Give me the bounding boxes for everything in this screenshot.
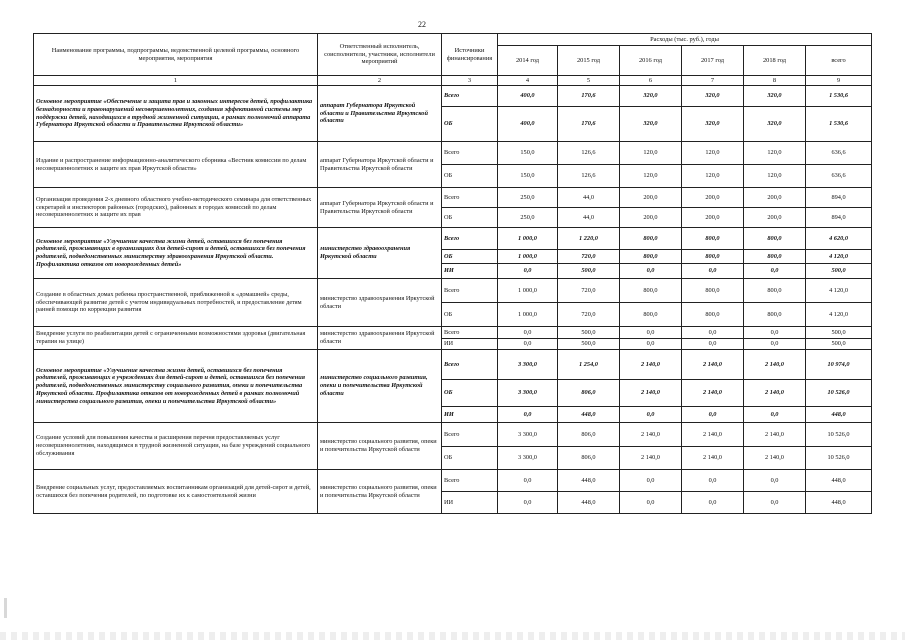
funding-source: Всего	[442, 188, 498, 208]
year-value: 1 000,0	[498, 303, 558, 327]
year-value: 2 140,0	[620, 380, 682, 407]
year-value: 2 140,0	[620, 423, 682, 447]
year-value: 0,0	[620, 339, 682, 350]
year-value: 0,0	[498, 327, 558, 339]
year-value: 806,0	[558, 380, 620, 407]
year-value: 170,6	[558, 107, 620, 142]
measure-name: Внедрение социальных услуг, предоставляемых воспитанникам организаций для детей-сирот и детей, оставшихся без попечения родителей, по подготовке их к самостоятельной жизни	[34, 470, 318, 514]
year-value: 200,0	[620, 188, 682, 208]
year-value: 150,0	[498, 142, 558, 165]
year-value: 0,0	[498, 339, 558, 350]
column-number: 3	[442, 76, 498, 86]
funding-source: ИИ	[442, 407, 498, 423]
column-number: 6	[620, 76, 682, 86]
column-number: 1	[34, 76, 318, 86]
column-number: 9	[806, 76, 872, 86]
funding-source: ОБ	[442, 208, 498, 228]
year-value: 0,0	[620, 327, 682, 339]
year-value: 3 300,0	[498, 447, 558, 470]
year-value: 320,0	[682, 107, 744, 142]
year-value: 120,0	[620, 165, 682, 188]
column-number: 8	[744, 76, 806, 86]
header-name: Наименование программы, подпрограммы, ведомственной целевой программы, основного мероприятия, мероприятия	[34, 34, 318, 76]
year-value: 0,0	[744, 470, 806, 492]
year-value: 126,6	[558, 142, 620, 165]
year-value: 500,0	[558, 339, 620, 350]
year-value: 44,0	[558, 208, 620, 228]
executor: министерство здравоохранения Иркутской области	[318, 228, 442, 279]
column-numbers-row	[34, 76, 872, 86]
total-value: 500,0	[806, 327, 872, 339]
funding-source: Всего	[442, 423, 498, 447]
funding-source: ОБ	[442, 165, 498, 188]
year-value: 2 140,0	[620, 350, 682, 380]
total-value: 636,6	[806, 165, 872, 188]
year-value: 120,0	[744, 165, 806, 188]
funding-source: ИИ	[442, 339, 498, 350]
year-value: 250,0	[498, 188, 558, 208]
year-value: 120,0	[682, 165, 744, 188]
executor: аппарат Губернатора Иркутской области и Правительства Иркутской области	[318, 142, 442, 188]
measure-name: Организация проведения 2-х дневного областного учебно-методического семинара для ответственных секретарей и инспекторов районных (городских), районных в городах комиссий по делам несовершеннолетних и защите их прав	[34, 188, 318, 228]
year-value: 448,0	[558, 407, 620, 423]
year-value: 200,0	[682, 188, 744, 208]
total-value: 500,0	[806, 264, 872, 279]
funding-source: ИИ	[442, 492, 498, 514]
total-value: 1 530,6	[806, 107, 872, 142]
column-number: 7	[682, 76, 744, 86]
measure-name: Основное мероприятие «Улучшение качества жизни детей, оставшихся без попечения родителей, проживающих в учреждениях для детей-сирот и детей, оставшихся без попечения родителей, подведомственных министерству социального развития, опеки и попечительства Иркутской области. Профилактика отказов от новорожденных детей в рамках полномочий министерства социального развития, опеки и попечительства Иркутской области»	[34, 350, 318, 423]
scan-artifact	[4, 598, 7, 618]
header-year: 2016 год	[620, 46, 682, 76]
measure-name: Основное мероприятие «Улучшение качества жизни детей, оставшихся без попечения родителей, проживающих в организациях для детей-сирот и детей, оставшихся без попечения родителей, подведомственных министерству здравоохранения Иркутской области. Профилактика отказов от новорожденных детей»	[34, 228, 318, 279]
year-value: 120,0	[744, 142, 806, 165]
year-value: 0,0	[682, 339, 744, 350]
year-value: 200,0	[620, 208, 682, 228]
budget-table	[33, 33, 872, 514]
year-value: 2 140,0	[682, 423, 744, 447]
executor: министерство социального развития, опеки и попечительства Иркутской области	[318, 350, 442, 423]
total-value: 4 620,0	[806, 228, 872, 250]
year-value: 2 140,0	[682, 380, 744, 407]
year-value: 0,0	[498, 264, 558, 279]
year-value: 250,0	[498, 208, 558, 228]
year-value: 320,0	[620, 86, 682, 107]
column-number: 5	[558, 76, 620, 86]
year-value: 1 000,0	[498, 228, 558, 250]
year-value: 150,0	[498, 165, 558, 188]
funding-source: Всего	[442, 470, 498, 492]
year-value: 800,0	[620, 279, 682, 303]
table-row	[34, 142, 872, 165]
table-row	[34, 423, 872, 447]
year-value: 720,0	[558, 250, 620, 264]
year-value: 2 140,0	[682, 447, 744, 470]
year-value: 2 140,0	[620, 447, 682, 470]
table-row	[34, 228, 872, 250]
year-value: 0,0	[744, 339, 806, 350]
header-total: всего	[806, 46, 872, 76]
year-value: 400,0	[498, 107, 558, 142]
year-value: 448,0	[558, 492, 620, 514]
measure-name: Основное мероприятие «Обеспечение и защита прав и законных интересов детей, профилактика безнадзорности и правонарушений несовершеннолетних, создания эффективной системы мер поддержки детей, находящихся в трудной жизненной ситуации, в рамках полномочий аппарата Губернатора Иркутской области и Правительства Иркутской области»	[34, 86, 318, 142]
table-row	[34, 327, 872, 339]
header-year: 2018 год	[744, 46, 806, 76]
year-value: 0,0	[682, 264, 744, 279]
executor: аппарат Губернатора Иркутской области и Правительства Иркутской области	[318, 86, 442, 142]
executor: министерство здравоохранения Иркутской области	[318, 279, 442, 327]
year-value: 120,0	[682, 142, 744, 165]
year-value: 800,0	[682, 228, 744, 250]
year-value: 800,0	[620, 228, 682, 250]
year-value: 0,0	[744, 407, 806, 423]
year-value: 800,0	[744, 303, 806, 327]
year-value: 3 300,0	[498, 380, 558, 407]
year-value: 120,0	[620, 142, 682, 165]
year-value: 720,0	[558, 279, 620, 303]
year-value: 800,0	[744, 228, 806, 250]
executor: министерство социального развития, опеки и попечительства Иркутской области	[318, 470, 442, 514]
funding-source: ОБ	[442, 107, 498, 142]
total-value: 1 530,6	[806, 86, 872, 107]
measure-name: Создание в областных домах ребенка пространственной, приближенной к «домашней» среды, обеспечивающей развитие детей с учетом индивидуальных потребностей, и предоставление детям ранней помощи по коррекции развития	[34, 279, 318, 327]
header-executor: Ответственный исполнитель, соисполнители, участники, исполнители мероприятий	[318, 34, 442, 76]
year-value: 800,0	[682, 279, 744, 303]
funding-source: ОБ	[442, 447, 498, 470]
year-value: 3 300,0	[498, 350, 558, 380]
funding-source: ОБ	[442, 380, 498, 407]
year-value: 0,0	[620, 407, 682, 423]
year-value: 500,0	[558, 264, 620, 279]
year-value: 320,0	[682, 86, 744, 107]
funding-source: Всего	[442, 350, 498, 380]
funding-source: ОБ	[442, 303, 498, 327]
year-value: 0,0	[744, 264, 806, 279]
total-value: 10 526,0	[806, 380, 872, 407]
column-number: 4	[498, 76, 558, 86]
measure-name: Внедрение услуги по реабилитации детей с ограниченными возможностями здоровья (двигательная терапия на улице)	[34, 327, 318, 350]
year-value: 806,0	[558, 423, 620, 447]
table-row	[34, 86, 872, 107]
table-row	[34, 350, 872, 380]
executor: министерство социального развития, опеки и попечительства Иркутской области	[318, 423, 442, 470]
table-row	[34, 279, 872, 303]
funding-source: Всего	[442, 86, 498, 107]
page-number: 22	[418, 20, 426, 29]
total-value: 500,0	[806, 339, 872, 350]
funding-source: Всего	[442, 142, 498, 165]
total-value: 4 120,0	[806, 279, 872, 303]
year-value: 320,0	[744, 107, 806, 142]
year-value: 3 300,0	[498, 423, 558, 447]
scan-artifact	[0, 632, 905, 640]
year-value: 0,0	[498, 407, 558, 423]
total-value: 4 120,0	[806, 303, 872, 327]
measure-name: Создание условий для повышения качества и расширения перечня предоставляемых услуг несовершеннолетним, находящимся в трудной жизненной ситуации, на базе учреждений социального обслуживания	[34, 423, 318, 470]
year-value: 800,0	[682, 303, 744, 327]
total-value: 636,6	[806, 142, 872, 165]
year-value: 2 140,0	[744, 380, 806, 407]
year-value: 200,0	[744, 188, 806, 208]
total-value: 10 526,0	[806, 423, 872, 447]
total-value: 4 120,0	[806, 250, 872, 264]
funding-source: Всего	[442, 279, 498, 303]
year-value: 200,0	[682, 208, 744, 228]
total-value: 448,0	[806, 470, 872, 492]
executor: аппарат Губернатора Иркутской области и Правительства Иркутской области	[318, 188, 442, 228]
year-value: 720,0	[558, 303, 620, 327]
year-value: 0,0	[682, 407, 744, 423]
funding-source: Всего	[442, 228, 498, 250]
year-value: 800,0	[744, 279, 806, 303]
total-value: 894,0	[806, 188, 872, 208]
year-value: 0,0	[744, 327, 806, 339]
funding-source: ОБ	[442, 250, 498, 264]
year-value: 170,6	[558, 86, 620, 107]
total-value: 894,0	[806, 208, 872, 228]
year-value: 800,0	[682, 250, 744, 264]
header-year: 2014 год	[498, 46, 558, 76]
year-value: 1 254,0	[558, 350, 620, 380]
header-source: Источники финансирования	[442, 34, 498, 76]
header-year: 2015 год	[558, 46, 620, 76]
total-value: 448,0	[806, 407, 872, 423]
measure-name: Издание и распространение информационно-аналитического сборника «Вестник комиссии по делам несовершеннолетних и защите их прав Иркутской области»	[34, 142, 318, 188]
year-value: 0,0	[498, 492, 558, 514]
funding-source: ИИ	[442, 264, 498, 279]
year-value: 0,0	[682, 327, 744, 339]
year-value: 1 220,0	[558, 228, 620, 250]
executor: министерство здравоохранения Иркутской области	[318, 327, 442, 350]
year-value: 200,0	[744, 208, 806, 228]
year-value: 448,0	[558, 470, 620, 492]
year-value: 2 140,0	[682, 350, 744, 380]
table-row	[34, 470, 872, 492]
header-year: 2017 год	[682, 46, 744, 76]
year-value: 320,0	[620, 107, 682, 142]
year-value: 2 140,0	[744, 447, 806, 470]
year-value: 800,0	[744, 250, 806, 264]
year-value: 0,0	[744, 492, 806, 514]
year-value: 800,0	[620, 250, 682, 264]
year-value: 400,0	[498, 86, 558, 107]
table-row	[34, 188, 872, 208]
year-value: 1 000,0	[498, 279, 558, 303]
year-value: 0,0	[682, 470, 744, 492]
total-value: 10 526,0	[806, 447, 872, 470]
year-value: 2 140,0	[744, 423, 806, 447]
header-expenses: Расходы (тыс. руб.), годы	[498, 34, 872, 46]
year-value: 800,0	[620, 303, 682, 327]
year-value: 500,0	[558, 327, 620, 339]
year-value: 0,0	[682, 492, 744, 514]
year-value: 126,6	[558, 165, 620, 188]
year-value: 320,0	[744, 86, 806, 107]
year-value: 806,0	[558, 447, 620, 470]
year-value: 0,0	[620, 264, 682, 279]
year-value: 0,0	[620, 470, 682, 492]
year-value: 0,0	[620, 492, 682, 514]
total-value: 448,0	[806, 492, 872, 514]
column-number: 2	[318, 76, 442, 86]
year-value: 0,0	[498, 470, 558, 492]
table-body	[34, 86, 872, 514]
year-value: 44,0	[558, 188, 620, 208]
year-value: 1 000,0	[498, 250, 558, 264]
year-value: 2 140,0	[744, 350, 806, 380]
total-value: 10 974,0	[806, 350, 872, 380]
funding-source: Всего	[442, 327, 498, 339]
